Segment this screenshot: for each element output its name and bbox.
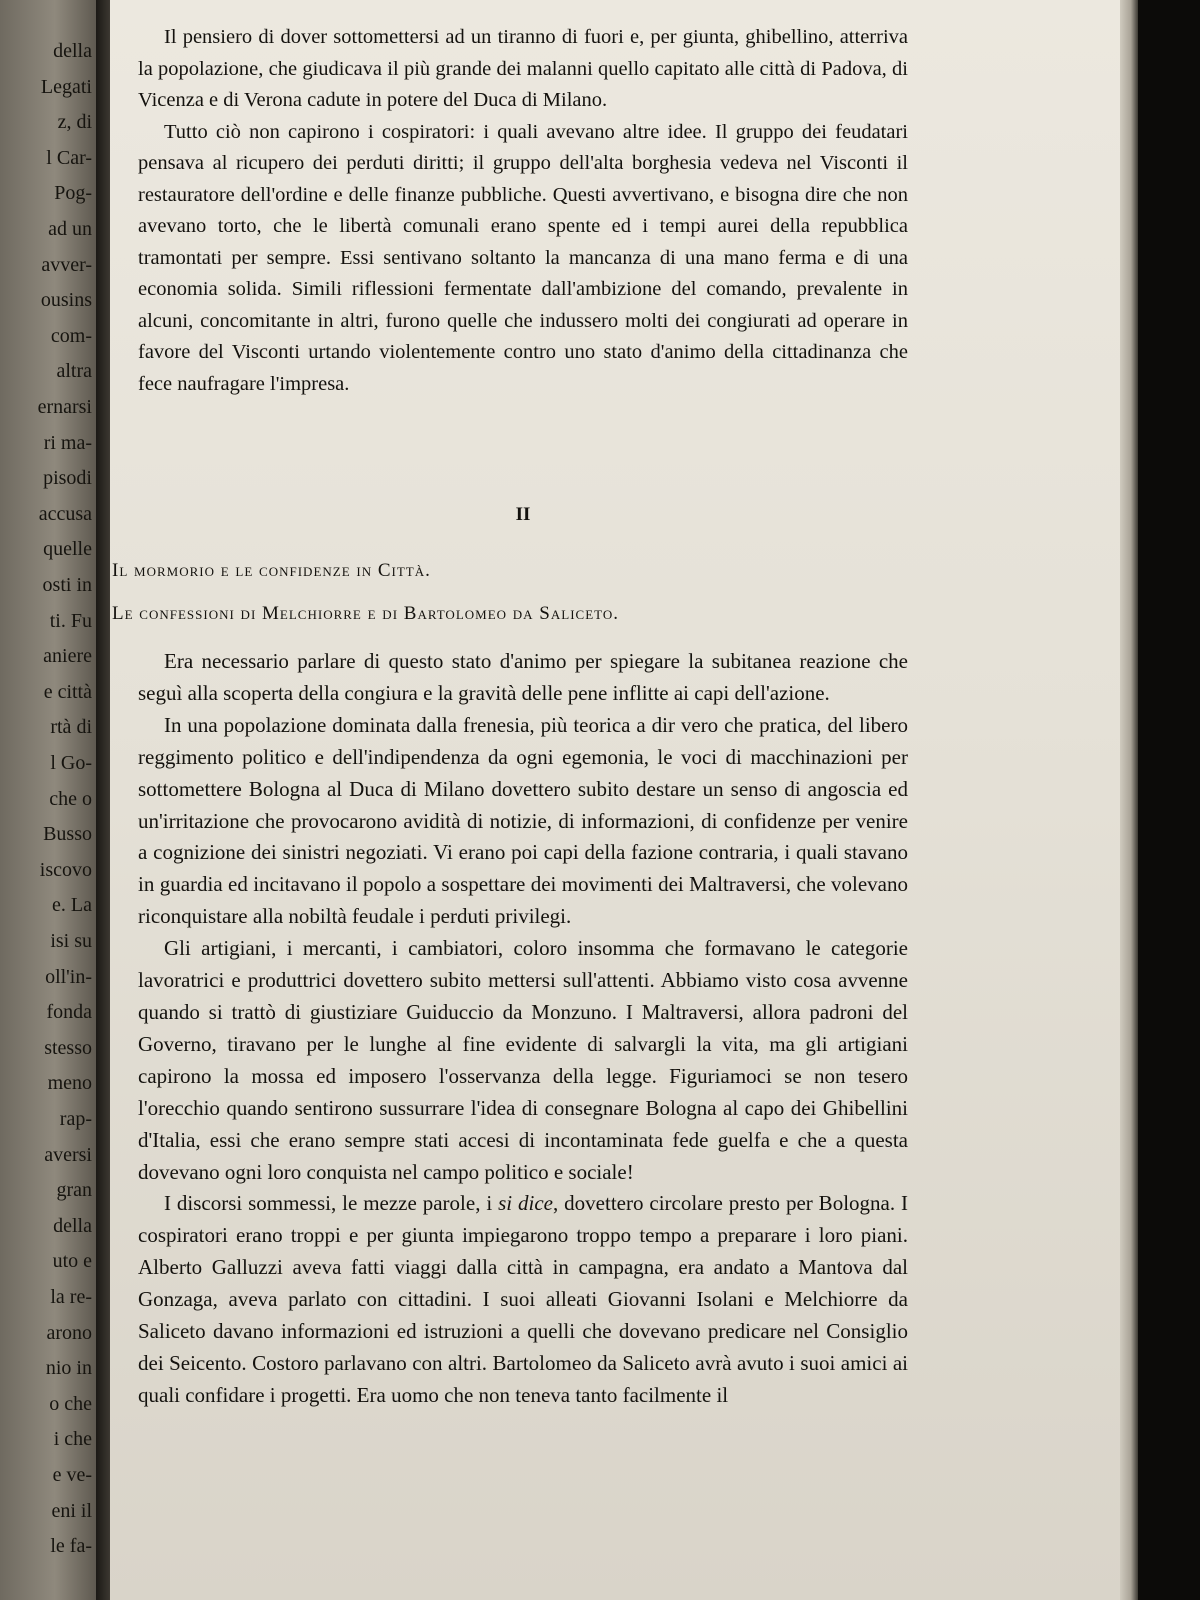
left-page-line: e. La — [52, 894, 92, 917]
left-page-line: Busso — [43, 823, 92, 846]
text-run: I discorsi sommessi, le mezze parole, i — [164, 1191, 499, 1216]
left-page-line: ri ma- — [43, 431, 92, 454]
paragraph: Il pensiero di dover sottomettersi ad un tiranno di fuori e, per giunta, ghibellino, atterriva la popolazione, che giudicava il più grande dei malanni quello capitato alle città di Padova, di Vicenza e di Verona cadute in potere del Duca di Milano. — [138, 26, 908, 111]
left-page-line: ti. Fu — [49, 609, 92, 632]
left-page-line: z, di — [57, 111, 92, 134]
left-page — [0, 0, 100, 1600]
top-text-block — [138, 22, 908, 400]
left-page-line: aniere — [43, 645, 92, 668]
left-page-line: della — [53, 40, 92, 62]
left-page-line: stesso — [44, 1036, 92, 1059]
left-page-line: la re- — [50, 1286, 92, 1308]
left-page-line: che o — [49, 787, 92, 810]
left-page-line: accusa — [38, 502, 92, 525]
paragraph: Tutto ciò non capirono i cospiratori: i quali avevano altre idee. Il gruppo dei feudatari pensava al ricupero dei perduti diritti; il gruppo dell'alta borghesia vedeva nel Visconti il restauratore dell'ordine e delle finanze pubbliche. Questi avvertivano, e bisogna dire che non avevano torto, che le libertà comunali erano spente ed i tempi aurei della repubblica tramontati per sempre. Essi sentivano soltanto la mancanza di una mano ferma e di una economia solida. Simili riflessioni fermentate dall'ambizione del comando, prevalente in alcuni, concomitante in altri, furono quelle che indussero molti dei congiurati ad operare in favore del Visconti urtando violentemente contro uno stato d'animo della cittadinanza che fece naufragare l'impresa. — [138, 120, 908, 395]
left-page-line: altra — [56, 360, 92, 383]
left-page-line: nio in — [45, 1357, 92, 1380]
left-page-line: della — [53, 1214, 92, 1237]
paragraph: In una popolazione dominata dalla frenesia, più teorica a dir vero che pratica, del libero reggimento politico e dell'indipendenza da ogni egemonia, le voci di macchinazioni per sottomettere Bologna al Duca di Milano dovettero subito destare un senso di angoscia ed un'irritazione che provocarono avidità di notizie, di informazioni, di confidenze per venire a cognizione dei sinistri negoziati. Vi erano poi capi della fazione contraria, i quali stavano in guardia ed incitavano il popolo a sospettare dei movimenti dei Maltraversi, che volevano riconquistare alla nobiltà feudale i perduti privilegi. — [138, 712, 908, 929]
section-title-line-2: Le confessioni di Melchiorre e di Bartolomeo da Saliceto. — [112, 603, 619, 624]
left-page-line: isi su — [50, 930, 92, 952]
left-page-line: aversi — [44, 1143, 92, 1166]
left-page-line: quelle — [43, 538, 92, 561]
left-page-line: l Car- — [46, 146, 92, 169]
text-run: , dovettero circolare presto per Bologna. I cospiratori erano troppi e per giunta impiegarono troppo tempo a preparare i loro piani. Alberto Galluzzi aveva fatti viaggi dalla città in campagna, era andato a Mantova dal Gonzaga, aveva parlato con cittadini. I suoi alleati Giovanni Isolani e Melchiorre da Saliceto davano informazioni ed istruzioni a quelli che dovevano predicare nel Consiglio dei Seicento. Costoro parlavano con altri. Bartolomeo da Saliceto avrà avuto i suoi amici ai quali confidare i progetti. Era uomo che non teneva tanto facilmente il — [138, 1191, 908, 1407]
left-page-line: ad un — [48, 218, 92, 240]
left-page-line: rtà di — [50, 716, 92, 739]
left-page-line: o che — [49, 1392, 92, 1415]
left-page-line: e città — [43, 680, 92, 703]
left-page-line: le fa- — [50, 1535, 92, 1558]
bottom-text-block — [138, 646, 908, 1412]
left-page-line: l Go- — [50, 752, 92, 774]
paragraph — [138, 1188, 908, 1411]
section-title-line-1: Il mormorio e le confidenze in Città. — [112, 560, 431, 581]
left-page-line: pisodi — [43, 467, 92, 490]
left-page-line: ernarsi — [37, 396, 92, 418]
paragraph: Era necessario parlare di questo stato d'animo per spiegare la subitanea reazione che seguì alla scoperta della congiura e la gravità delle pene inflitte ai capi dell'azione. — [138, 649, 908, 705]
left-page-line: oll'in- — [45, 965, 92, 988]
italic-phrase: si dice — [498, 1191, 554, 1216]
left-page-line: e ve- — [52, 1464, 92, 1486]
section-number: II — [515, 504, 531, 525]
left-page-line: gran — [56, 1179, 92, 1202]
left-page-line: i che — [53, 1428, 92, 1451]
left-page-line: osti in — [42, 574, 92, 596]
page-edge — [1120, 0, 1138, 1600]
left-page-line: Pog- — [54, 182, 92, 205]
left-page-line: Legati — [40, 75, 92, 98]
left-page-line: uto e — [52, 1250, 92, 1273]
left-page-line: rap- — [59, 1108, 92, 1130]
left-page-line: ousins — [40, 289, 92, 312]
left-page-line: avver- — [41, 253, 92, 276]
left-page-line: arono — [46, 1321, 92, 1344]
left-page-line: fonda — [46, 1001, 92, 1024]
left-page-line: iscovo — [39, 858, 92, 881]
left-page-line: eni il — [51, 1499, 92, 1522]
left-page-line: com- — [50, 324, 92, 347]
paragraph: Gli artigiani, i mercanti, i cambiatori, coloro insomma che formavano le categorie lavoratrici e produttrici dovettero subito mettersi sull'attenti. Abbiamo visto cosa avvenne quando si trattò di giustiziare Guiduccio da Monzuno. I Maltraversi, allora padroni del Governo, tiravano per le lunghe al fine evidente di salvargli la vita, ma gli artigiani capirono la mossa ed imposero l'osservanza della legge. Figuriamoci se non tesero l'orecchio quando sentirono sussurrare l'idea di consegnare Bologna al capo dei Ghibellini d'Italia, essi che erano sempre stati accesi di incontaminata fede guelfa e che a questa dovevano ogni loro conquista nel campo politico e sociale! — [138, 936, 908, 1184]
left-page-line: meno — [47, 1072, 92, 1095]
